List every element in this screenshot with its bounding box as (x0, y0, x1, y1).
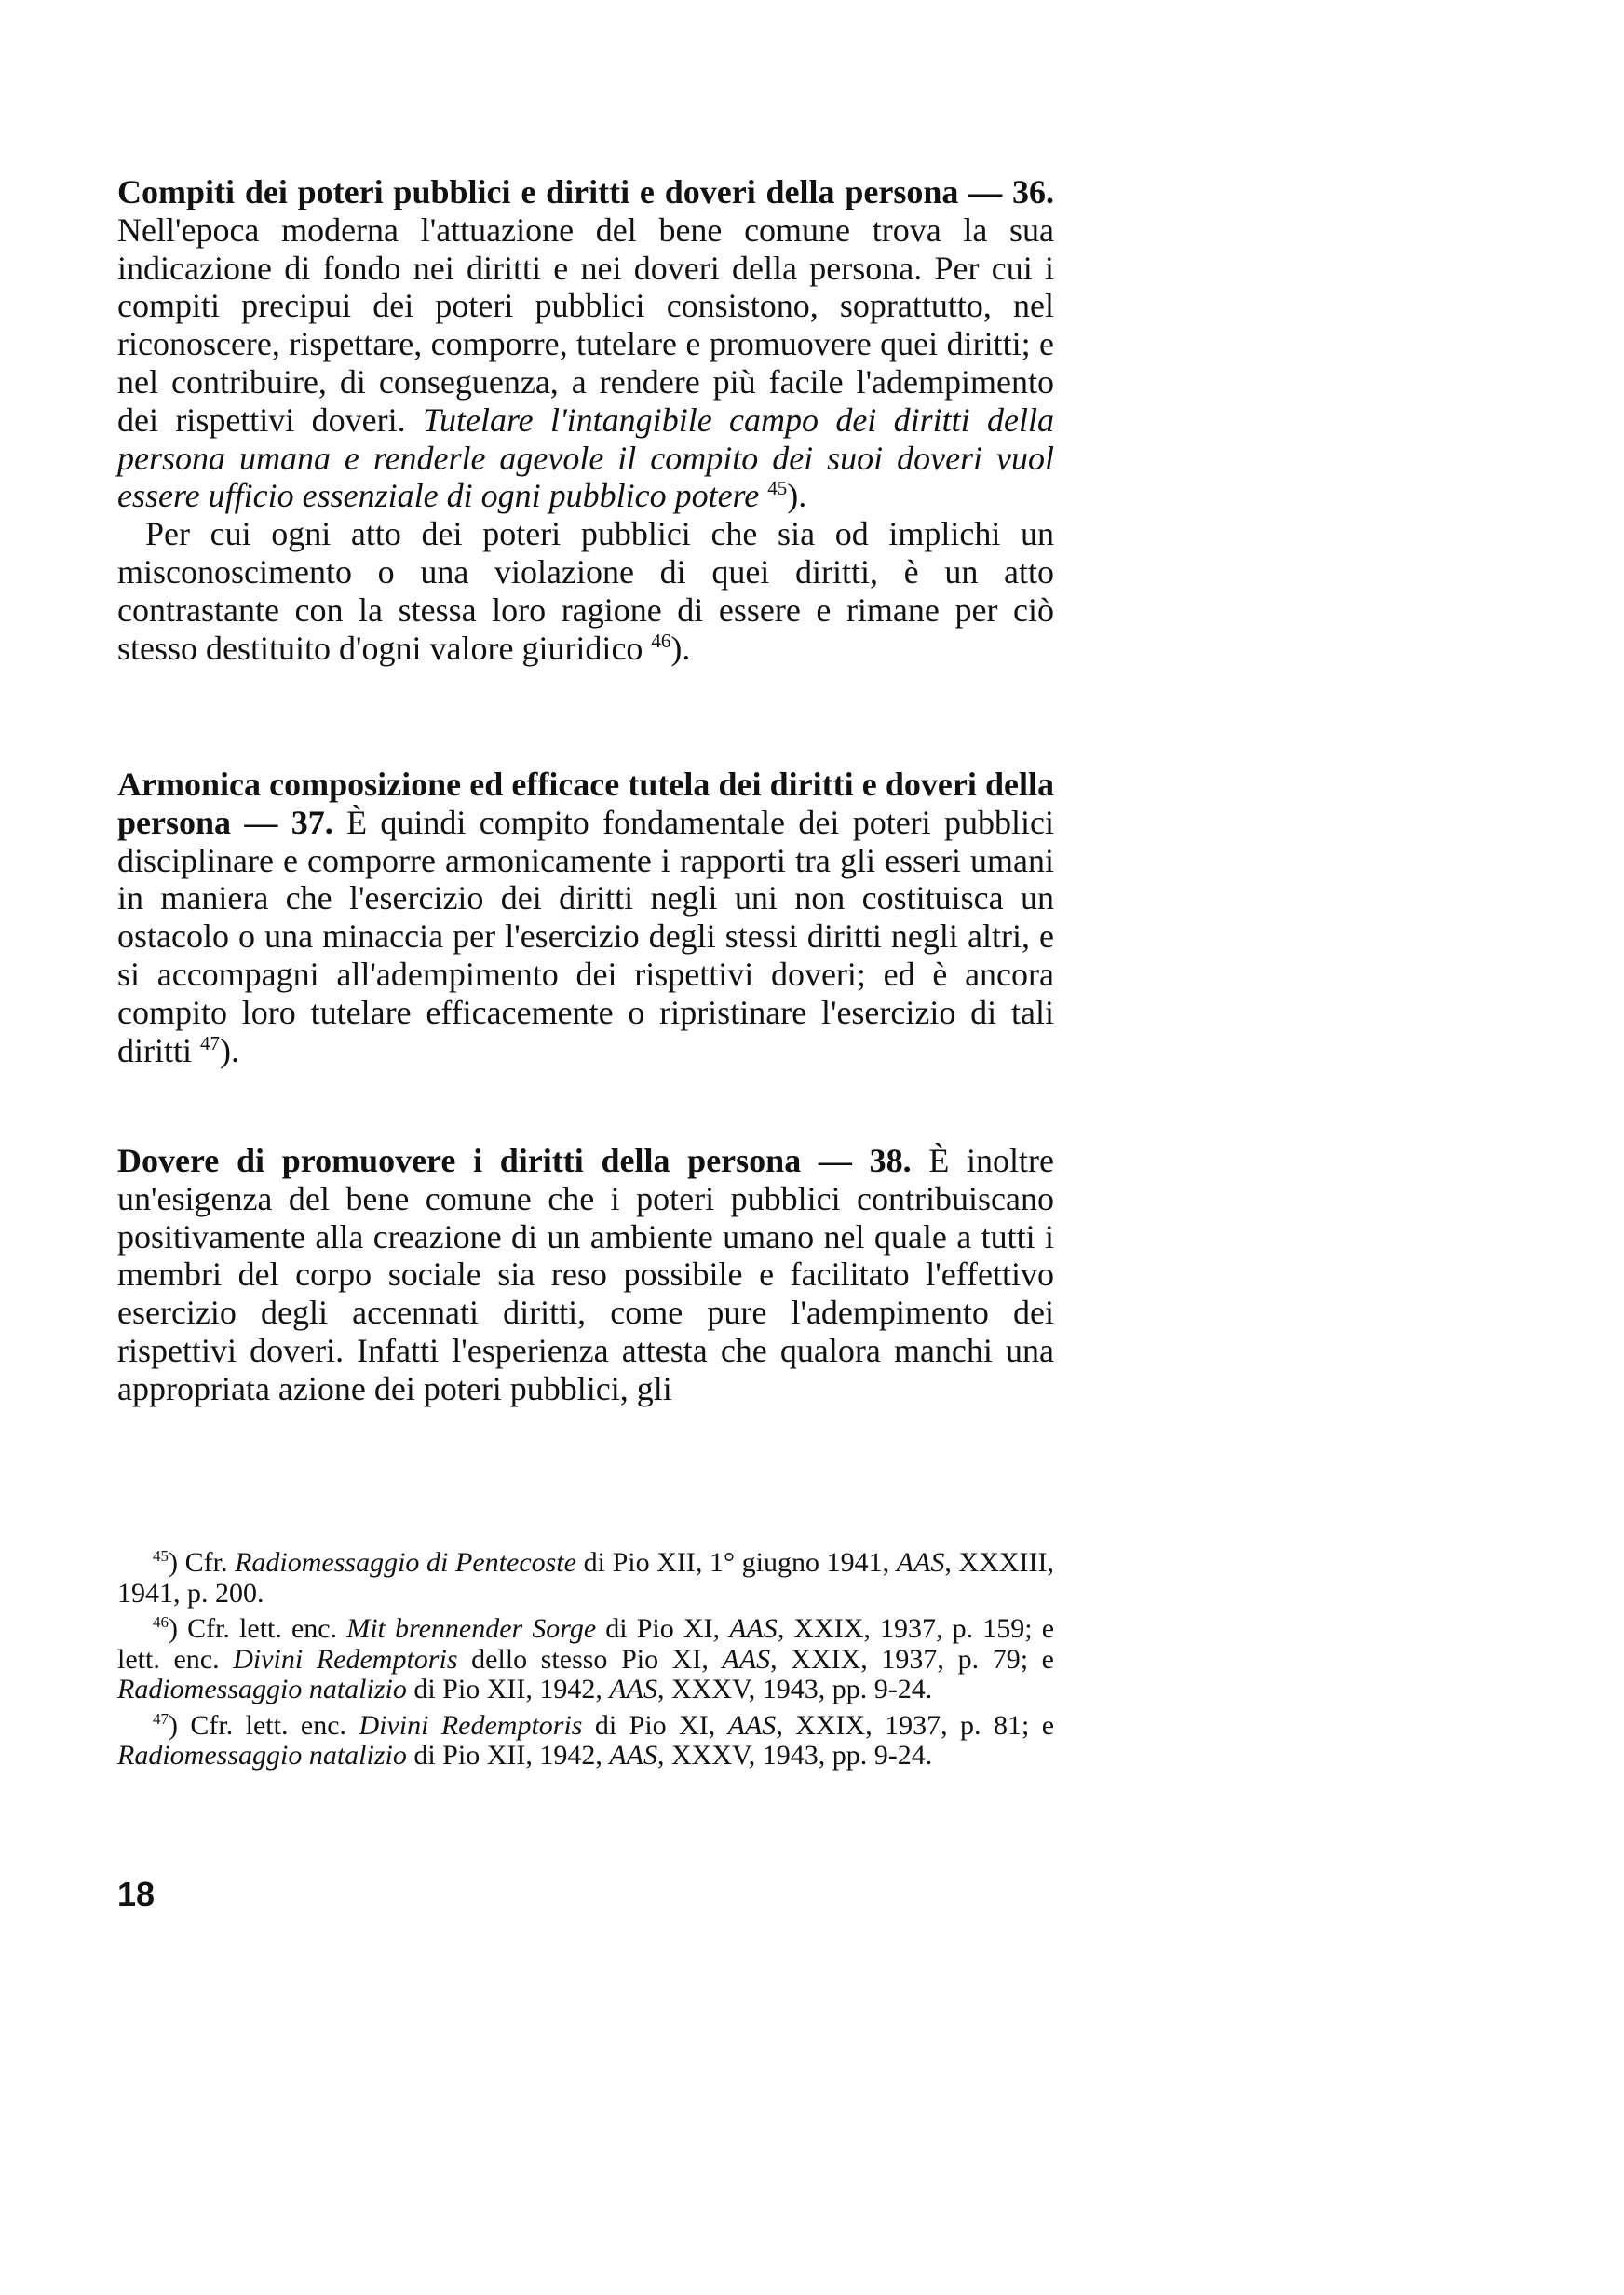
footnote-marker: 47 (153, 1709, 169, 1728)
footnote-run: di Pio XII, 1942, (406, 1740, 610, 1771)
body-text: È inoltre un'esigenza del bene comune che i poteri pubblici contribuiscano positivamente alla creazione di un ambiente umano nel quale a tutti i membri del corpo sociale sia reso possibile e facilitato l'effettivo esercizio degli accennati diritti, come pure l'adempimento dei rispettivi doveri. Infatti l'esperienza attesta che qualora manchi una appropriata azione dei poteri pubblici, gli (117, 1142, 1055, 1407)
section-number: — 37. (244, 803, 333, 841)
footnote-run: , XXXV, 1943, pp. 9-24. (657, 1740, 933, 1771)
footnote-citation-title: AAS (609, 1740, 657, 1771)
footnotes (117, 1548, 1054, 1777)
italic-quote: Tutelare l'intangibile campo dei diritti della persona umana e renderle agevole il compito dei suoi doveri vuol essere ufficio essenziale di ogni pubblico potere (117, 401, 1054, 515)
footnote-marker: 45 (153, 1547, 169, 1565)
section-36 (117, 173, 1054, 667)
footnote-citation-title: AAS (609, 1674, 657, 1704)
footnote-marker: 46 (153, 1613, 169, 1631)
section-heading: Armonica composizione ed efficace tutela dei diritti e doveri della persona (117, 766, 1054, 841)
footnote-run: , XXIX, 1937, p. 79; e (770, 1643, 1054, 1675)
footnote-ref: 46 (651, 629, 671, 652)
footnote-citation-title: Radiomessaggio natalizio (117, 1740, 407, 1771)
paragraph-36-main (117, 173, 1054, 515)
section-38 (117, 1142, 1054, 1408)
section-heading: Dovere di promuovere i diritti della persona — 38. (117, 1142, 912, 1179)
footnote-citation-title: AAS (896, 1547, 945, 1578)
section-heading: Compiti dei poteri pubblici e diritti e doveri della persona (117, 173, 959, 210)
body-text: Nell'epoca moderna l'attuazione del bene comune trova la sua indicazione di fondo nei diritti e nei doveri della persona. Per cui i compiti precipui dei poteri pubblici consistono, soprattutto, nel riconoscere, rispettare, comporre, tutelare e promuovere quei diritti; e nel contribuire, di conseguenza, a rendere più facile l'adempimento dei rispettivi doveri. (117, 210, 1054, 439)
footnote-run: di Pio XII, 1° giugno 1941, (575, 1547, 897, 1578)
footnote-run: , XXIX, 1937, p. 159; e lett. enc. (117, 1613, 1055, 1675)
footnote-citation-title: AAS (727, 1709, 777, 1741)
footnote (117, 1614, 1054, 1705)
footnote (117, 1711, 1054, 1772)
footnote-citation-title: Divini Redemptoris (233, 1643, 458, 1675)
footnote-text (117, 1613, 1054, 1704)
section-number: — 36. (968, 173, 1055, 210)
footnote-run: ) Cfr. (169, 1547, 236, 1578)
footnote-ref: 47 (200, 1031, 220, 1054)
footnote-ref: 45 (767, 477, 788, 500)
footnote-run: , XXXV, 1943, pp. 9-24. (657, 1674, 933, 1704)
footnote-citation-title: AAS (729, 1613, 778, 1644)
footnote-citation-title: AAS (722, 1643, 771, 1675)
body-text: È quindi compito fondamentale dei poteri pubblici disciplinare e comporre armonicamente i rapporti tra gli esseri umani in maniera che l'esercizio dei diritti negli uni non costituisca un ostacolo o una minaccia per l'esercizio degli stessi diritti negli altri, e si accompagni all'adempimento dei rispettivi doveri; ed è ancora compito loro tutelare efficacemente o ripristinare l'esercizio di tali diritti (117, 803, 1055, 1069)
paragraph-38-main (117, 1142, 1054, 1408)
closing-punct: ). (787, 477, 807, 515)
paragraph-37-main (117, 766, 1054, 1069)
footnote-citation-title: Radiomessaggio natalizio (117, 1674, 407, 1704)
footnote-citation-title: Mit brennender Sorge (346, 1613, 597, 1644)
footnote-run: , XXIX, 1937, p. 81; e (776, 1709, 1055, 1741)
section-37 (117, 766, 1054, 1069)
footnote-run: di Pio XI, (582, 1709, 728, 1741)
footnote-run: di Pio XI, (596, 1613, 730, 1644)
footnote-run: , XXXIII, 1941, p. 200. (117, 1547, 1055, 1609)
footnote (117, 1548, 1054, 1609)
paragraph-36-second (117, 515, 1054, 667)
footnote-citation-title: Divini Redemptoris (359, 1709, 583, 1741)
body-text: Per cui ogni atto dei poteri pubblici che sia od implichi un misconoscimento o una violazione di quei diritti, è un atto contrastante con la stessa loro ragione di essere e rimane per ciò stesso destituito d'ogni valore giuridico (117, 515, 1054, 667)
footnote-run: ) Cfr. lett. enc. (169, 1613, 347, 1644)
closing-punct: ). (670, 629, 691, 667)
closing-punct: ). (220, 1031, 239, 1069)
footnote-text (117, 1547, 1054, 1609)
footnote-text (117, 1710, 1054, 1772)
footnote-run: di Pio XII, 1942, (406, 1674, 610, 1704)
footnote-run: dello stesso Pio XI, (457, 1643, 723, 1675)
page-number: 18 (117, 1875, 156, 1913)
footnote-run: ) Cfr. lett. enc. (169, 1709, 359, 1741)
footnote-citation-title: Radiomessaggio di Pentecoste (235, 1547, 576, 1578)
